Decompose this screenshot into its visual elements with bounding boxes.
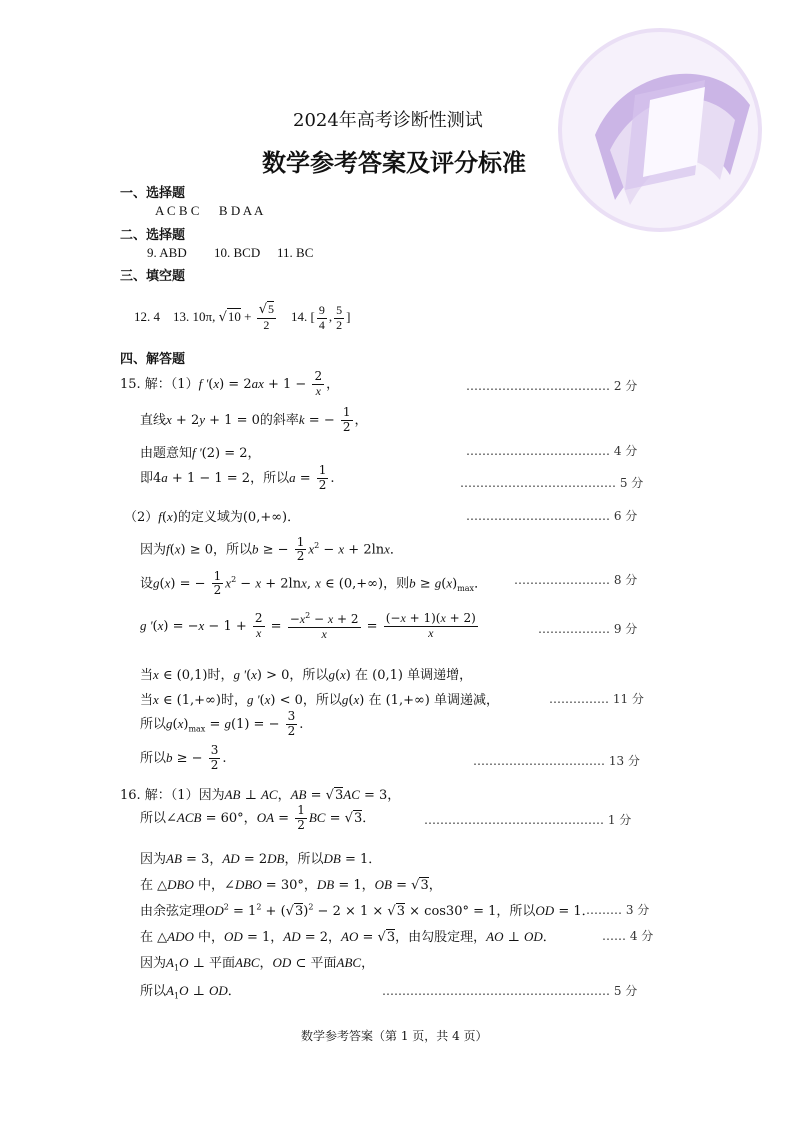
q16-line-5: 由余弦定理$OD^2 = 1^2 + (√3)^2 - 2 \times 1 \times √3 \times \cos 30^\circ = 1$，所以OD = 1． (140, 902, 595, 919)
q16-line-2: 所以∠ACB = 60°，OA = $\frac{1}{2}$ BC = √3． (140, 803, 376, 832)
choice-answers: A C B C B D A A (155, 203, 264, 218)
score-row-3: ………………………………… 5 分 (460, 476, 644, 490)
q16-line-4: 在 △DBO 中，∠DBO = 30°，DB = 1，OB = √3， (140, 877, 442, 893)
score-row-2: ……………………………… 4 分 (466, 444, 638, 458)
q15-line-3: 由题意知f '(2) = 2， (140, 445, 261, 461)
q16-line-1: 16. 解：（1）因为AB ⊥ AC，AB = √3AC = 3， (120, 787, 401, 803)
score-row-4: ……………………………… 6 分 (466, 509, 638, 523)
q16-line-3: 因为AB = 3，AD = 2DB，所以DB = 1． (140, 851, 382, 867)
q15-line-1: 15. 解：（1）f '(x) = 2ax + 1 − $\frac{2}{x}$ ， (120, 369, 340, 398)
page-title: 数学参考答案及评分标准 (262, 148, 526, 177)
q15-line-2: 直线x + 2y + 1 = 0的斜率k = − $\frac{1}{2}$ ， (140, 405, 368, 434)
score-row-10: ……… 3 分 (586, 903, 650, 917)
q15-line-4: 即4a + 1 − 1 = 2，所以a = $\frac{1}{2}$ . (140, 463, 335, 492)
q15-line-10: 当x ∈ (1,+∞)时，g '(x) < 0，所以g(x) 在 (1,+∞) 单调递减， (140, 692, 500, 708)
score-row-8: …………………………… 13 分 (473, 754, 640, 768)
answer-9: 9. ABD (147, 245, 187, 260)
answer-13-label: 13. (173, 309, 190, 324)
section-heading-3: 三、填空题 (120, 269, 186, 284)
section-heading-1: 一、选择题 (120, 186, 186, 201)
fill-answers: 12. 4 13. 10π, √10 + $\frac{√5}{2}$ 14. [ $\frac{9}{4}$ , $\frac{5}{2}$ ] (134, 302, 351, 333)
subtitle: 2024年高考诊断性测试 (293, 110, 483, 131)
section-heading-4: 四、解答题 (120, 352, 186, 367)
q15-line-11: 所以$g(x)_{max} = g(1)$ = − $\frac{3}{2}$ . (140, 709, 304, 738)
score-row-1: ……………………………… 2 分 (466, 379, 638, 393)
answer-12: 12. 4 (134, 309, 160, 324)
score-row-7: …………… 11 分 (549, 692, 644, 706)
q16-line-6: 在 △ADO 中，OD = 1，AD = 2，AO = √3，由勾股定理，AO ⊥ OD． (140, 929, 556, 945)
q15-line-12: 所以b ≥ − $\frac{3}{2}$ . (140, 743, 227, 772)
q15-line-7: 设g(x) = − $\frac{1}{2}$ $x^2 - x + 2\ln x$, x ∈ (0,+∞)，则$b \ge g(x)_{max}$． (140, 568, 488, 598)
score-row-5: …………………… 8 分 (514, 573, 638, 587)
answer-11: 11. BC (277, 245, 314, 260)
score-row-12: ………………………………………………… 5 分 (382, 984, 638, 998)
logo-watermark (555, 25, 765, 235)
page-footer: 数学参考答案（第 1 页，共 4 页） (301, 1029, 488, 1043)
answer-14-label: 14. (291, 309, 308, 324)
score-row-11: …… 4 分 (602, 929, 654, 943)
section-heading-2: 二、选择题 (120, 228, 186, 243)
q15-line-8: g '(x) = −x − 1 + $\frac{2}{x}$ = $\frac{-x^2 - x + 2}{x}$ = $\frac{(-x + 1)(x + 2)}{x}$ (140, 611, 476, 641)
q15-line-5: （2）f(x)的定义域为(0,+∞)． (124, 509, 301, 525)
q16-line-7: 因为$A_1O$ ⊥ 平面ABC，OD ⊂ 平面ABC， (140, 955, 375, 973)
q15-line-9: 当x ∈ (0,1)时，g '(x) > 0，所以g(x) 在 (0,1) 单调递增， (140, 667, 473, 683)
answer-10: 10. BCD (214, 245, 261, 260)
score-row-6: ……………… 9 分 (538, 622, 638, 636)
q15-line-6: 因为f(x) ≥ 0，所以b ≥ − $\frac{1}{2}$ $x^2 - x + 2\ln x$． (140, 534, 403, 564)
q16-line-8: 所以$A_1O$ ⊥ OD． (140, 983, 241, 1001)
score-row-9: ……………………………………… 1 分 (424, 813, 632, 827)
